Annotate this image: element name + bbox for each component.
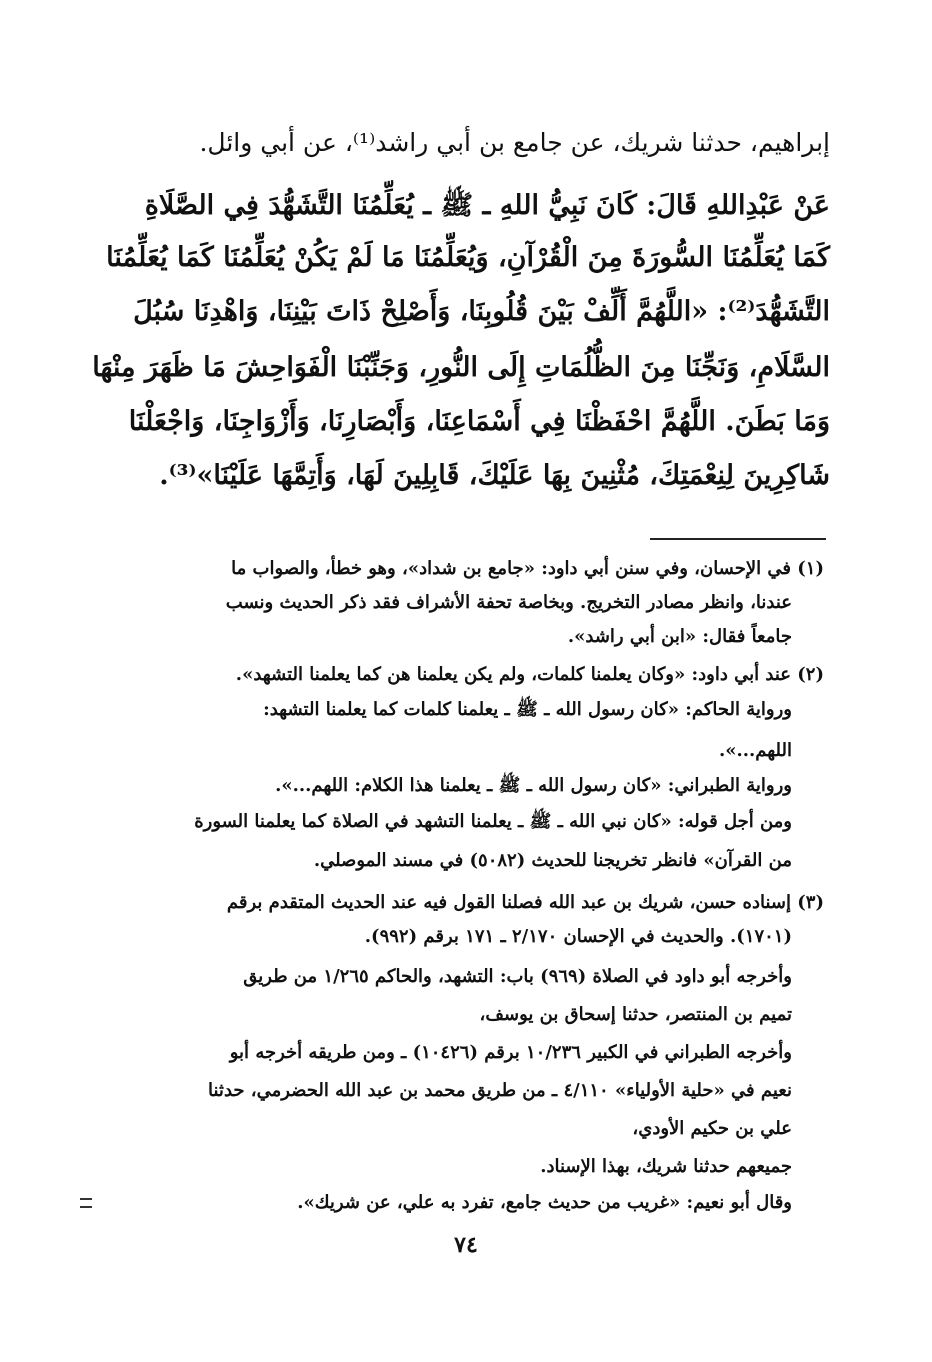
main-text-line-2: عَنْ عَبْدِاللهِ قَالَ: كَانَ نَبِيُّ اللهِ ـ ﷺ ـ يُعَلِّمُنَا التَّشَهُّدَ فِي الصَّلَاةِ xyxy=(144,190,830,221)
footnote-3-line-1: (٣) إسناده حسن، شريك بن عبد الله فصلنا القول فيه عند الحديث المتقدم برقم xyxy=(226,892,824,913)
page-number: ٧٤ xyxy=(454,1232,478,1258)
main-text-line-6: وَمَا بَطَنَ. اللَّهُمَّ احْفَظْنَا فِي أَسْمَاعِنَا، وَأَبْصَارِنَا، وَأَزْوَاجِنَا، وَاجْعَلْنَا xyxy=(128,406,830,437)
footnote-1-line-2: عندنا، وانظر مصادر التخريج. وبخاصة تحفة الأشراف فقد ذكر الحديث ونسب xyxy=(225,592,792,613)
main-text-line-1: إبراهيم، حدثنا شريك، عن جامع بن أبي راشد⁽¹⁾، عن أبي وائل. xyxy=(199,128,830,157)
main-text-line-7: شَاكِرِينَ لِنِعْمَتِكَ، مُثْنِينَ بِهَا عَلَيْكَ، قَابِلِينَ لَهَا، وَأَتِمَّهَا عَلَيْنَا»⁽³⁾. xyxy=(159,460,830,491)
footnote-3-line-3: وأخرجه أبو داود في الصلاة (٩٦٩) باب: التشهد، والحاكم ١/٢٦٥ من طريق xyxy=(243,966,792,987)
footnote-2-line-4: ورواية الطبراني: «كان رسول الله ـ ﷺ ـ يعلمنا هذا الكلام: اللهم...». xyxy=(275,775,792,796)
footnote-3-line-9: وقال أبو نعيم: «غريب من حديث جامع، تفرد به علي، عن شريك». xyxy=(297,1192,792,1213)
footnote-separator xyxy=(650,538,826,540)
footnote-2-line-3: اللهم...». xyxy=(718,740,792,761)
main-text-line-5: السَّلَامِ، وَنَجِّنَا مِنَ الظُّلُمَاتِ إِلَى النُّورِ، وَجَنِّبْنَا الْفَوَاحِشَ مَا ظَهَرَ مِنْهَا xyxy=(92,352,830,383)
footnote-2-line-2: ورواية الحاكم: «كان رسول الله ـ ﷺ ـ يعلمنا كلمات كما يعلمنا التشهد: xyxy=(263,699,792,720)
footnote-2-line-5: ومن أجل قوله: «كان نبي الله ـ ﷺ ـ يعلمنا التشهد في الصلاة كما يعلمنا السورة xyxy=(194,811,792,832)
main-text-line-4: التَّشَهُّدَ⁽²⁾: «اللَّهُمَّ أَلِّفْ بَيْنَ قُلُوبِنَا، وَأَصْلِحْ ذَاتَ بَيْنِنَا، وَاهْدِنَا سُبُلَ xyxy=(133,296,830,327)
main-text-line-3: كَمَا يُعَلِّمُنَا السُّورَةَ مِنَ الْقُرْآنِ، وَيُعَلِّمُنَا مَا لَمْ يَكُنْ يُعَلِّمُنَا كَمَا يُعَلِّمُنَا xyxy=(106,242,830,273)
footnote-3-line-6: نعيم في «حلية الأولياء» ٤/١١٠ ـ من طريق محمد بن عبد الله الحضرمي، حدثنا xyxy=(208,1080,792,1101)
footnote-3-line-2: (١٧٠١). والحديث في الإحسان ٢/١٧٠ ـ ١٧١ برقم (٩٩٢). xyxy=(364,926,792,947)
footnote-1-line-3: جامعاً فقال: «ابن أبي راشد». xyxy=(567,626,792,647)
footnote-3-line-4: تميم بن المنتصر، حدثنا إسحاق بن يوسف، xyxy=(479,1004,792,1025)
footnote-3-line-5: وأخرجه الطبراني في الكبير ١٠/٢٣٦ برقم (١٠٤٢٦) ـ ومن طريقه أخرجه أبو xyxy=(229,1042,792,1063)
footnote-3-line-8: جميعهم حدثنا شريك، بهذا الإسناد. xyxy=(540,1156,792,1177)
footnote-3-line-7: علي بن حكيم الأودي، xyxy=(632,1118,792,1139)
footnote-2-line-6: من القرآن» فانظر تخريجنا للحديث (٥٠٨٢) في مسند الموصلي. xyxy=(313,850,792,871)
footnote-2-line-1: (٢) عند أبي داود: «وكان يعلمنا كلمات، ولم يكن يعلمنا هن كما يعلمنا التشهد». xyxy=(235,664,824,685)
footnote-1-line-1: (١) في الإحسان، وفي سنن أبي داود: «جامع بن شداد»، وهو خطأ، والصواب ما xyxy=(231,558,824,579)
margin-mark xyxy=(80,1198,92,1208)
